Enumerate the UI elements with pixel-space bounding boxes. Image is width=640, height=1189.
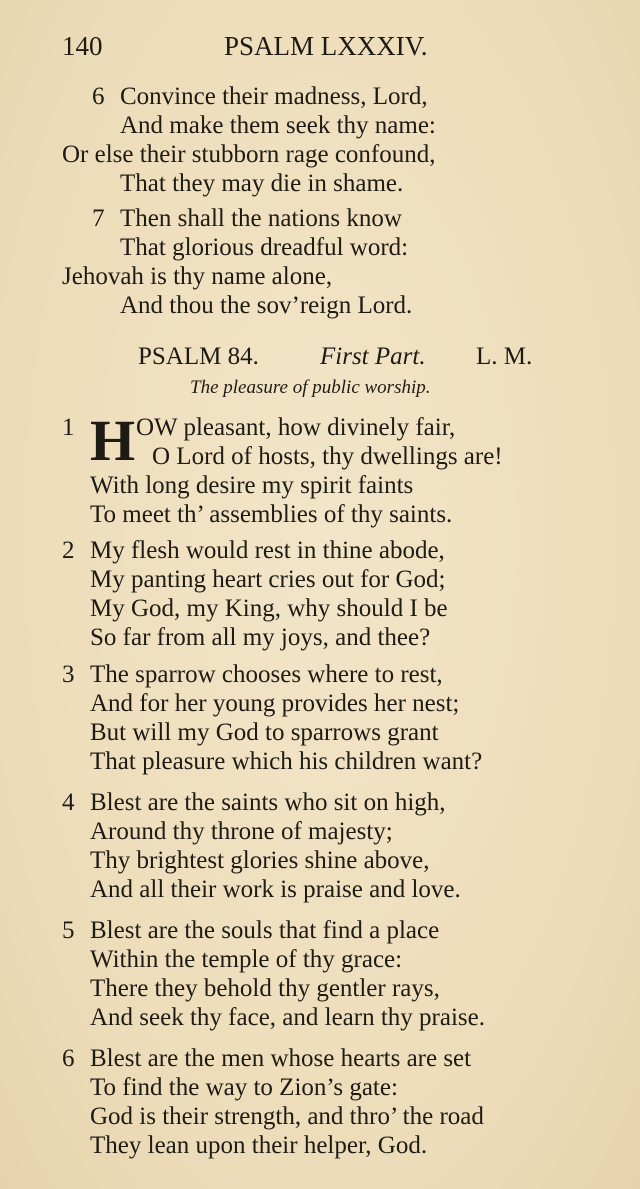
verse-number: 2: [62, 537, 75, 564]
verse-line: My flesh would rest in thine abode,: [90, 537, 445, 564]
verse-line: That they may die in shame.: [120, 170, 404, 197]
verse-line: And make them seek thy name:: [120, 112, 436, 139]
verse-line: And for her young provides her nest;: [90, 690, 460, 717]
verse-line: They lean upon their helper, God.: [90, 1132, 428, 1159]
verse-line: O Lord of hosts, thy dwellings are!: [152, 443, 503, 470]
verse-line: There they behold thy gentler rays,: [90, 975, 440, 1002]
verse-line: To find the way to Zion’s gate:: [90, 1074, 398, 1101]
psalm-subtitle: The pleasure of public worship.: [190, 377, 431, 398]
psalm-title: PSALM 84.: [138, 343, 259, 370]
verse-number: 4: [62, 789, 75, 816]
verse-line: Or else their stubborn rage confound,: [62, 141, 436, 168]
verse-line: And thou the sov’reign Lord.: [120, 292, 413, 319]
running-title: PSALM LXXXIV.: [224, 31, 428, 61]
verse-number: 6: [62, 1045, 75, 1072]
drop-cap: H: [90, 408, 136, 473]
verse-number: 7: [92, 205, 105, 232]
verse-line: OW pleasant, how divinely fair,: [136, 414, 456, 441]
verse-line: Within the temple of thy grace:: [90, 946, 403, 973]
verse-number: 6: [92, 83, 105, 110]
verse-line: But will my God to sparrows grant: [90, 719, 439, 746]
verse-line: To meet th’ assemblies of thy saints.: [90, 501, 453, 528]
verse-line: Around thy throne of majesty;: [90, 818, 393, 845]
verse-line: My God, my King, why should I be: [90, 595, 448, 622]
page-number: 140: [62, 31, 103, 61]
psalm-meter: L. M.: [476, 343, 533, 370]
verse-line: Convince their madness, Lord,: [120, 83, 428, 110]
verse-number: 3: [62, 661, 75, 688]
verse-line: My panting heart cries out for God;: [90, 566, 446, 593]
verse-line: So far from all my joys, and thee?: [90, 624, 431, 651]
verse-line: Jehovah is thy name alone,: [62, 263, 333, 290]
verse-line: With long desire my spirit faints: [90, 472, 414, 499]
verse-line: That pleasure which his children want?: [90, 748, 483, 775]
verse-line: And seek thy face, and learn thy praise.: [90, 1004, 485, 1031]
verse-line: Thy brightest glories shine above,: [90, 847, 430, 874]
verse-line: And all their work is praise and love.: [90, 876, 461, 903]
verse-line: Blest are the saints who sit on high,: [90, 789, 446, 816]
verse-line: God is their strength, and thro’ the road: [90, 1103, 484, 1130]
verse-line: The sparrow chooses where to rest,: [90, 661, 443, 688]
verse-number: 5: [62, 917, 75, 944]
verse-line: Blest are the men whose hearts are set: [90, 1045, 472, 1072]
verse-line: Blest are the souls that find a place: [90, 917, 440, 944]
verse-line: Then shall the nations know: [120, 205, 402, 232]
psalm-part: First Part.: [320, 343, 426, 370]
verse-number: 1: [62, 414, 75, 441]
verse-line: That glorious dreadful word:: [120, 234, 409, 261]
